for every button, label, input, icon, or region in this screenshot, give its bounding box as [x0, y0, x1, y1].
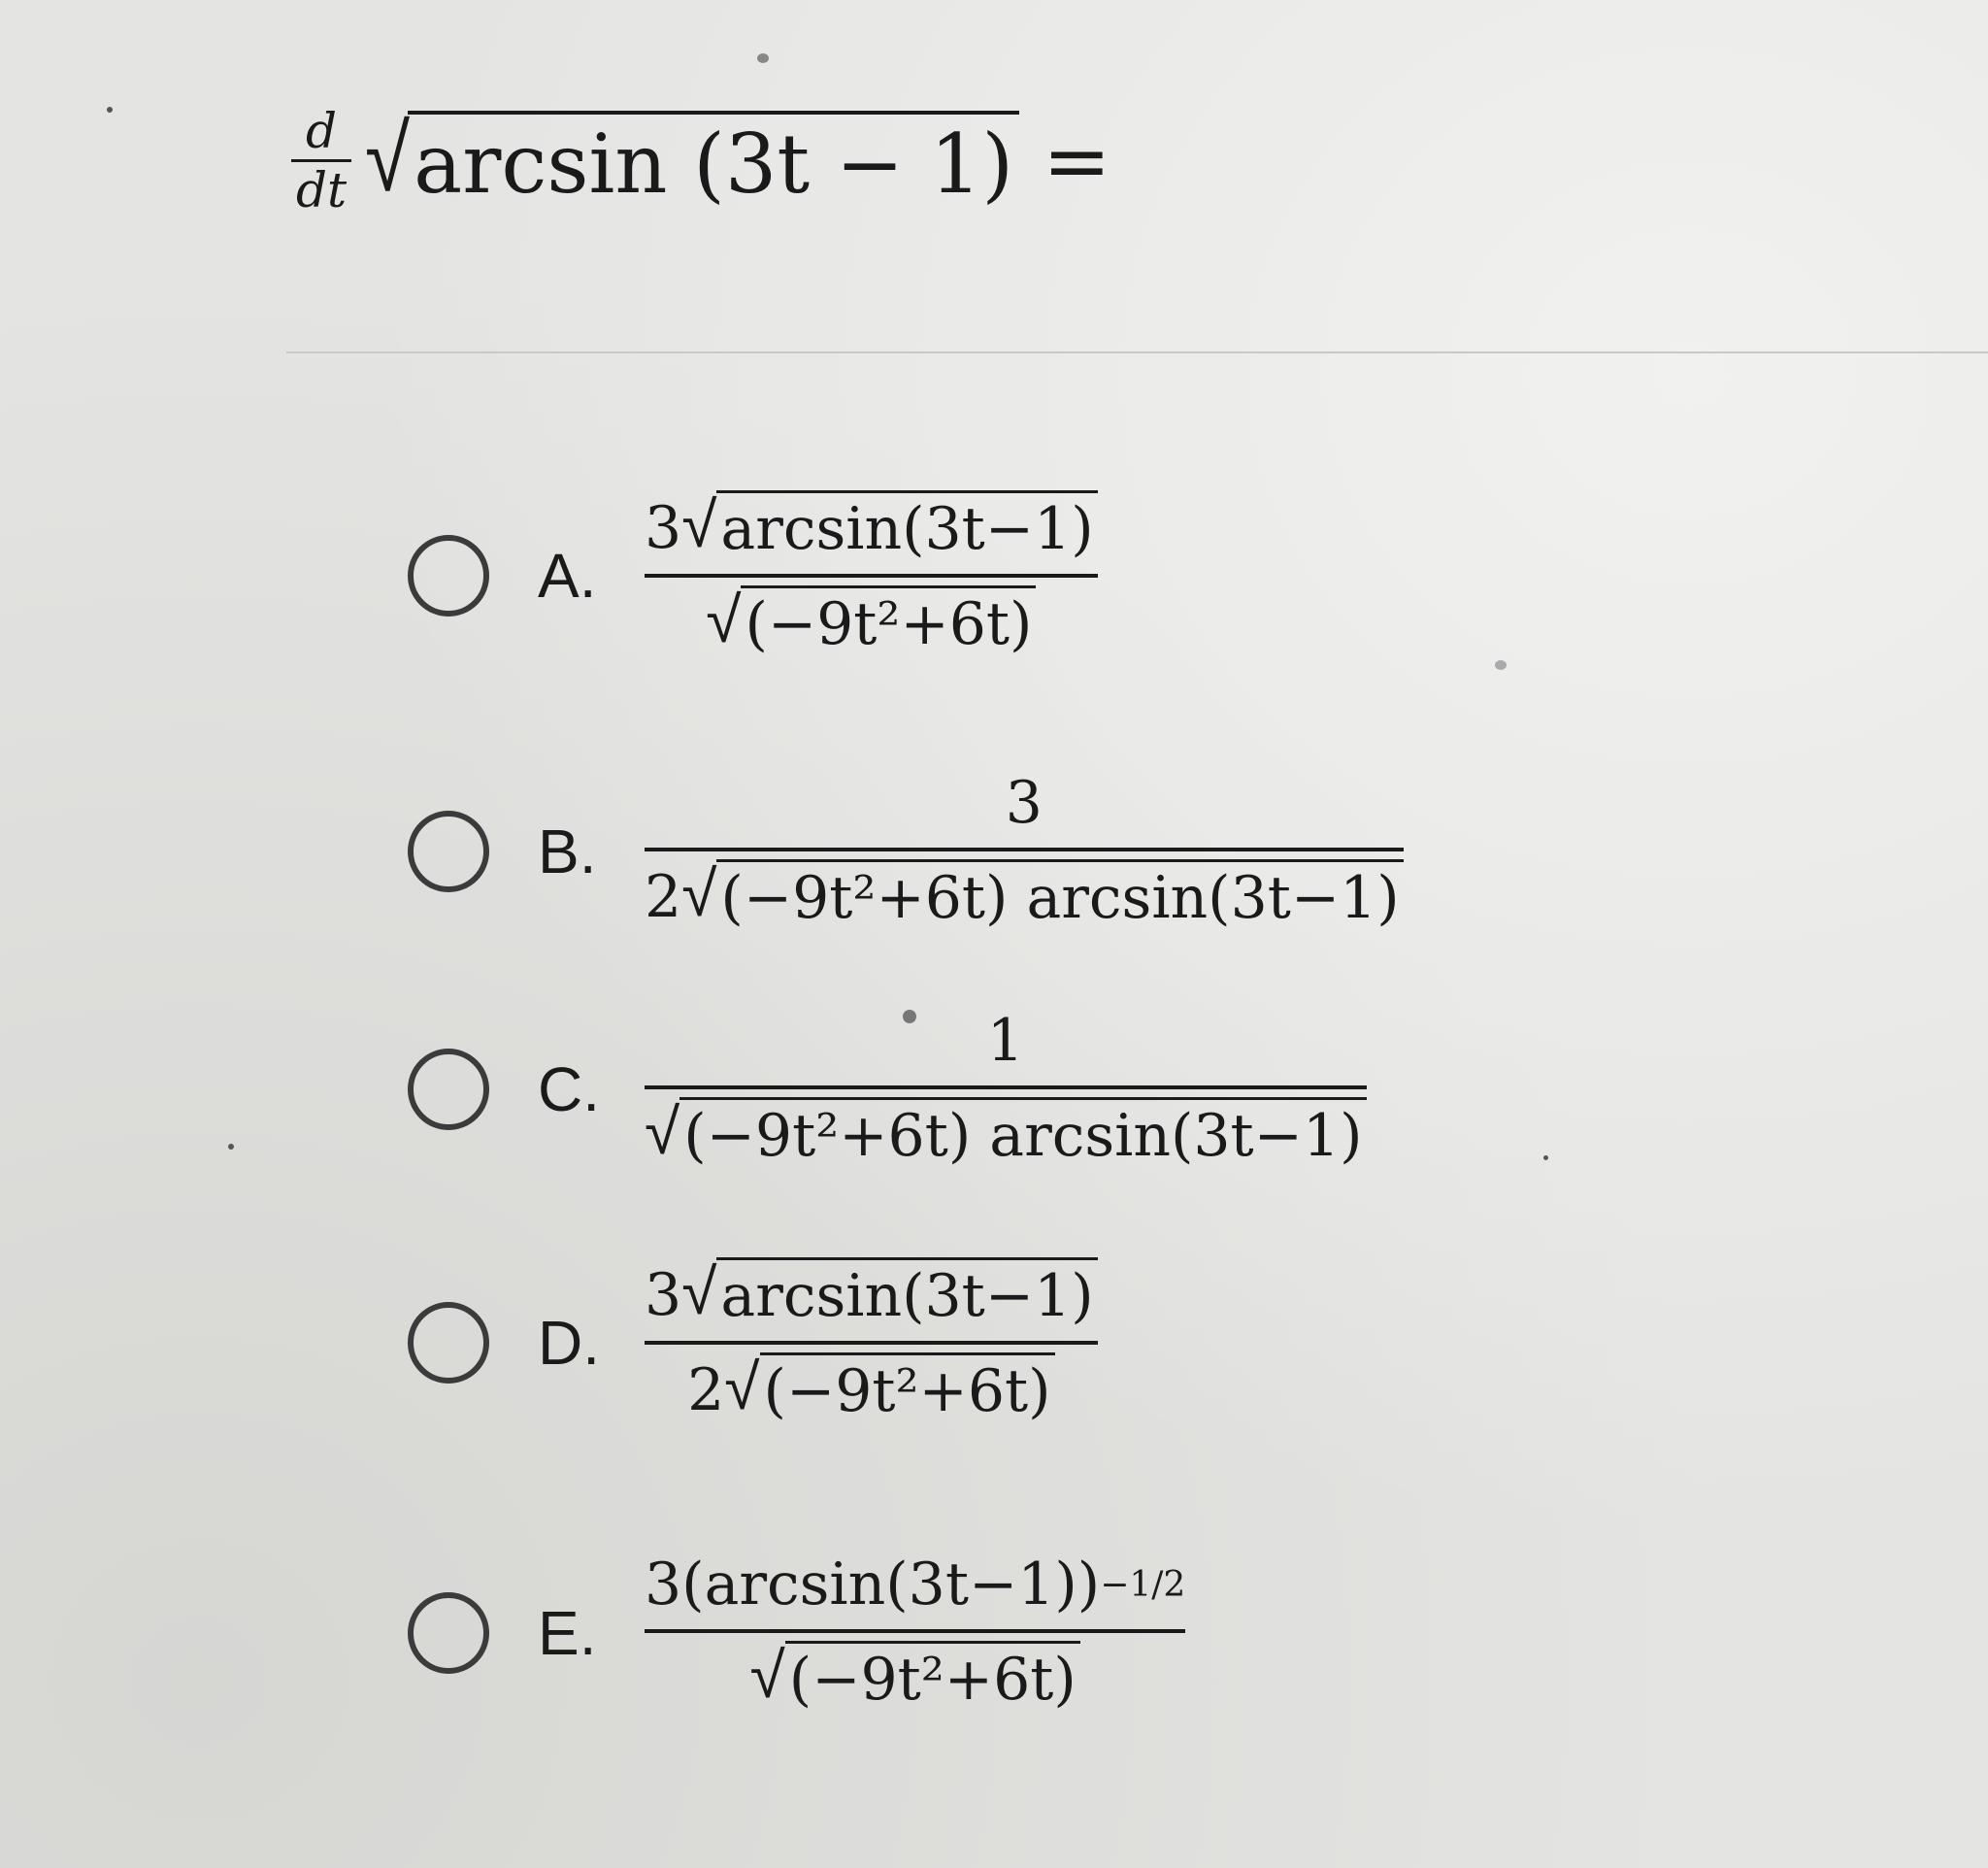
dust-speck	[107, 107, 113, 113]
radio-button-c[interactable]	[408, 1049, 489, 1130]
option-b-fraction: 3 2 √ (−9t²+6t) arcsin(3t−1)	[645, 767, 1404, 935]
sqrt-icon: √	[365, 102, 411, 213]
option-e-fraction: 3(arcsin(3t−1)) −1/2 √ (−9t²+6t)	[645, 1549, 1185, 1717]
option-e[interactable]	[408, 1549, 1185, 1717]
question-expression	[291, 102, 1111, 218]
sqrt-icon: √	[706, 583, 742, 657]
question-radical	[365, 102, 1019, 213]
equals-sign: =	[1043, 113, 1111, 209]
question-radicand: arcsin (3t − 1)	[408, 111, 1019, 212]
dust-speck	[757, 53, 769, 63]
radio-button-a[interactable]	[408, 535, 489, 617]
option-c[interactable]	[408, 1005, 1367, 1173]
option-letter: D.	[538, 1308, 600, 1378]
dust-speck	[903, 1010, 916, 1023]
dust-speck	[1543, 1155, 1548, 1160]
option-letter: C.	[538, 1053, 600, 1124]
option-letter: A.	[538, 541, 597, 611]
sqrt-icon: √	[681, 487, 717, 562]
radio-button-b[interactable]	[408, 811, 489, 892]
option-letter: B.	[538, 816, 597, 886]
option-a-fraction: 3 √ arcsin(3t−1) √ (−9t²+6t)	[645, 490, 1098, 661]
radio-button-e[interactable]	[408, 1592, 489, 1674]
dust-speck	[228, 1144, 234, 1150]
derivative-denominator: dt	[295, 162, 348, 218]
option-d-fraction: 3 √ arcsin(3t−1) 2 √ (−9t²+6t)	[645, 1257, 1098, 1428]
derivative-numerator: d	[305, 103, 337, 159]
dust-speck	[1495, 660, 1507, 670]
option-a[interactable]	[408, 487, 1098, 661]
sqrt-icon: √	[749, 1638, 785, 1713]
sqrt-icon: √	[724, 1350, 760, 1424]
option-c-fraction: 1 √ (−9t²+6t) arcsin(3t−1)	[645, 1005, 1367, 1173]
sqrt-icon: √	[645, 1094, 680, 1169]
sqrt-icon: √	[681, 856, 717, 931]
radio-button-d[interactable]	[408, 1302, 489, 1384]
option-d[interactable]	[408, 1254, 1098, 1428]
option-b[interactable]	[408, 767, 1404, 935]
option-letter: E.	[538, 1597, 597, 1668]
sqrt-icon: √	[681, 1254, 717, 1329]
question-divider	[286, 351, 1988, 353]
derivative-operator	[291, 103, 351, 218]
